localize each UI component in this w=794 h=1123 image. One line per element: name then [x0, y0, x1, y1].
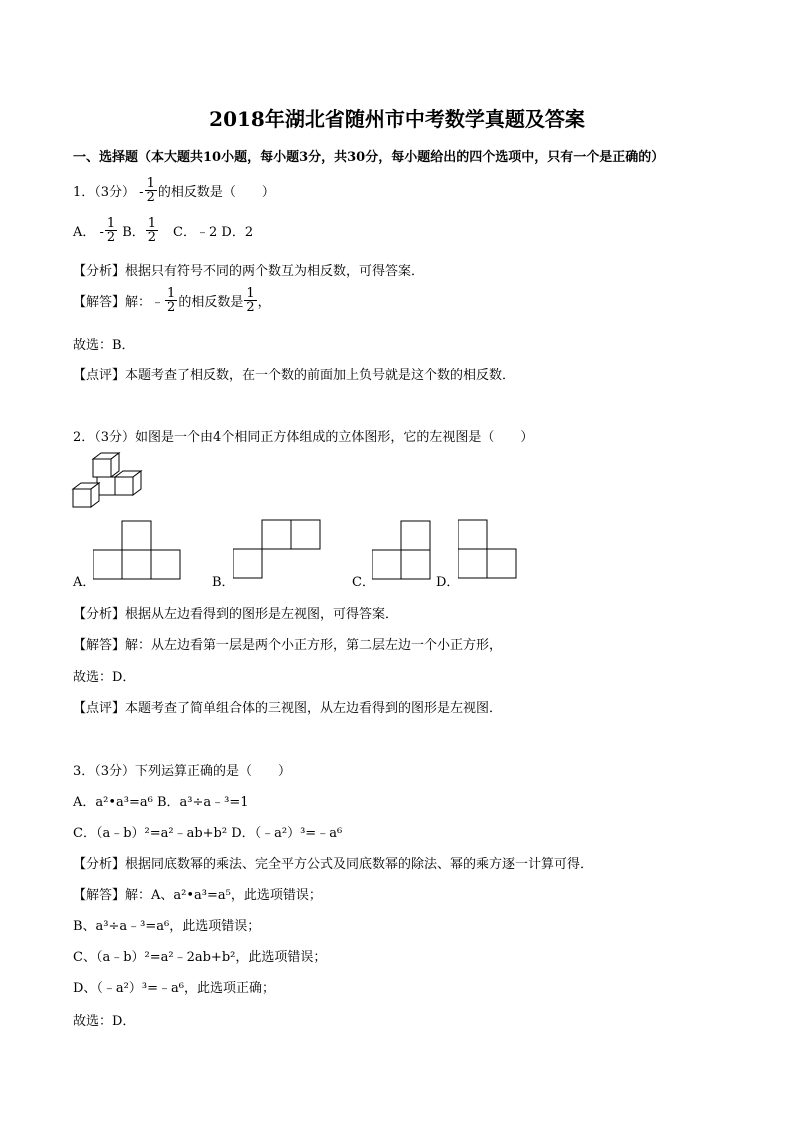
- q2-label-b: B．: [212, 575, 235, 590]
- q2-stem: 2．（3分）如图是一个由4个相同正方体组成的立体图形，它的左视图是（ ）: [73, 430, 534, 445]
- q1-sol-num1: 1: [167, 286, 176, 301]
- section-heading: 一、选择题（本大题共10小题，每小题3分，共30分，每小题给出的四个选项中，只有一个是正确的）: [73, 150, 665, 165]
- q1-solution-mid: 的相反数是: [178, 295, 244, 310]
- q1-solution-tag: 【解答】: [73, 295, 126, 310]
- q3-analysis-text: 根据同底数幂的乘法、完全平方公式及同底数幂的除法、幂的乘方逐一计算可得．: [125, 857, 594, 872]
- q2-label-d: D．: [436, 575, 460, 590]
- q3-stem: 3．（3分）下列运算正确的是（ ）: [73, 764, 292, 779]
- q1-frac-num: 1: [146, 176, 155, 191]
- q3-solution-text: 解：A、a²•a³=a⁵，此选项错误；: [125, 888, 322, 903]
- q3-line-d: D、（﹣a²）³=﹣a⁶，此选项正确；: [73, 981, 275, 996]
- q3-solution-tag: 【解答】: [73, 888, 126, 903]
- q1-solution-frac1: [165, 287, 177, 314]
- q1-sol-den1: 2: [167, 300, 176, 315]
- q1-optA-den: 2: [106, 230, 116, 245]
- q3-choice: 故选：D．: [73, 1014, 136, 1029]
- q2-solution-tag: 【解答】: [73, 638, 126, 653]
- q1-sol-num2: 1: [246, 286, 255, 301]
- q2-option-d-figure: [458, 519, 520, 581]
- q1-analysis: [73, 260, 424, 279]
- q1-comment-tag: 【点评】: [73, 368, 126, 383]
- q1-analysis-text: 根据只有符号不同的两个数互为相反数，可得答案．: [125, 264, 425, 279]
- q1-optA-fraction: [105, 217, 117, 244]
- q1-optA-label: A． -: [73, 225, 104, 240]
- q1-optB-fraction: [146, 217, 158, 244]
- q3-analysis: [73, 853, 593, 872]
- q3-options-ab: A．a²•a³=a⁶ B．a³÷a﹣³=1: [73, 795, 249, 810]
- q2-option-b-figure: [233, 519, 325, 581]
- q1-solution-prefix: 解：﹣: [125, 295, 165, 310]
- q1-stem: [73, 177, 275, 204]
- q2-option-c-figure: [372, 520, 434, 582]
- q1-optCD: C．﹣2 D．2: [173, 225, 254, 240]
- q2-cube-figure: [71, 451, 143, 513]
- q1-choice: 故选：B．: [73, 338, 135, 353]
- q1-stem-prefix: 1．（3分） -: [73, 185, 144, 200]
- q2-label-c: C．: [352, 575, 375, 590]
- q1-solution-frac2: [244, 287, 256, 314]
- q2-comment-tag: 【点评】: [73, 701, 126, 716]
- q3-solution: [73, 884, 322, 903]
- q2-solution: [73, 634, 502, 653]
- q1-comment-text: 本题考查了相反数，在一个数的前面加上负号就是这个数的相反数．: [125, 368, 516, 383]
- q3-line-c: C、（a﹣b）²=a²﹣2ab+b²，此选项错误；: [73, 950, 327, 965]
- q1-comment: [73, 364, 515, 383]
- q2-analysis-text: 根据从左边看得到的图形是左视图，可得答案．: [125, 607, 399, 622]
- q2-choice: 故选：D．: [73, 670, 136, 685]
- q1-optB-label: B．: [122, 225, 145, 240]
- q2-option-a-figure: [93, 520, 183, 582]
- q2-analysis-tag: 【分析】: [73, 607, 126, 622]
- q1-solution: [73, 287, 271, 314]
- q2-label-a: A．: [73, 575, 96, 590]
- q1-options: [73, 217, 253, 244]
- q1-stem-suffix: 的相反数是（ ）: [157, 185, 275, 200]
- q1-optB-den: 2: [147, 230, 157, 245]
- page-title: 2018年湖北省随州市中考数学真题及答案: [209, 107, 585, 131]
- q3-analysis-tag: 【分析】: [73, 857, 126, 872]
- q1-optA-num: 1: [106, 216, 116, 231]
- q1-stem-fraction: [145, 177, 157, 204]
- q1-frac-den: 2: [146, 190, 155, 205]
- q1-analysis-tag: 【分析】: [73, 264, 126, 279]
- q3-options-cd: C．（a﹣b）²=a²﹣ab+b² D．（﹣a²）³=﹣a⁶: [73, 826, 343, 841]
- q3-line-b: B、a³÷a﹣³=a⁶，此选项错误；: [73, 919, 261, 934]
- q1-sol-den2: 2: [246, 300, 255, 315]
- q1-solution-suffix: ，: [257, 295, 271, 310]
- q2-solution-text: 解：从左边看第一层是两个小正方形，第二层左边一个小正方形，: [125, 638, 503, 653]
- q1-optB-num: 1: [147, 216, 157, 231]
- q2-comment: [73, 697, 502, 716]
- q2-comment-text: 本题考查了简单组合体的三视图，从左边看得到的图形是左视图．: [125, 701, 503, 716]
- q2-analysis: [73, 603, 398, 622]
